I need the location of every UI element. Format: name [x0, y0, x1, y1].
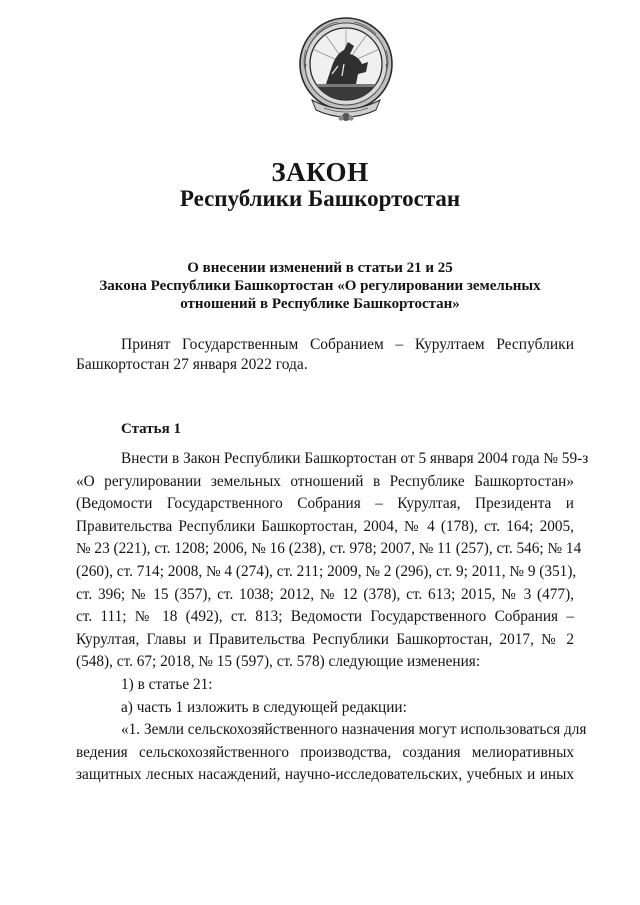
law-heading — [60, 259, 580, 313]
body-line: ведения сельскохозяйственного производства, создания мелиоративных — [76, 743, 574, 761]
law-title: ЗАКОН — [271, 157, 369, 187]
article-body — [76, 448, 589, 787]
body-line: «1. Земли сельскохозяйственного назначения могут использоваться для — [121, 721, 587, 739]
body-line: (548), ст. 67; 2018, № 15 (597), ст. 578) следующие изменения: — [76, 653, 481, 671]
body-line: Курултая, Главы и Правительства Республики Башкортостан, 2017, № 2 — [76, 630, 574, 648]
adoption-note — [76, 335, 574, 375]
heading-line: Закона Республики Башкортостан «О регулировании земельных — [99, 278, 541, 294]
body-line: защитных лесных насаждений, научно-исследовательских, учебных и иных — [76, 766, 574, 784]
law-subtitle: Республики Башкортостан — [179, 186, 461, 211]
body-line: (Ведомости Государственного Собрания – Курултая, Президента и — [76, 495, 574, 513]
body-line: 1) в статье 21: — [121, 675, 213, 693]
body-line: ст. 111; № 18 (492), ст. 813; Ведомости Государственного Собрания – — [76, 608, 574, 626]
body-line: (260), ст. 714; 2008, № 4 (274), ст. 211; 2009, № 2 (296), ст. 9; 2011, № 9 (351), — [76, 562, 577, 580]
bashkortostan-coat-of-arms-icon — [292, 14, 400, 126]
article-title: Статья 1 — [121, 421, 181, 437]
body-line: № 23 (221), ст. 1208; 2006, № 16 (238), ст. 978; 2007, № 11 (257), ст. 546; № 14 — [76, 540, 582, 558]
body-line: Правительства Республики Башкортостан, 2004, № 4 (178), ст. 164; 2005, — [76, 517, 574, 535]
adoption-line: Башкортостан 27 января 2022 года. — [76, 356, 308, 373]
heading-line: О внесении изменений в статьи 21 и 25 — [187, 260, 453, 276]
body-line: а) часть 1 изложить в следующей редакции: — [121, 698, 407, 716]
coat-of-arms-icon — [292, 14, 400, 126]
heading-line: отношений в Республике Башкортостан» — [180, 296, 460, 312]
body-line: «О регулировании земельных отношений в Республике Башкортостан» — [76, 472, 574, 490]
adoption-line: Принят Государственным Собранием – Курултаем Республики — [121, 336, 574, 353]
body-line: Внести в Закон Республики Башкортостан от 5 января 2004 года № 59-з — [121, 450, 589, 467]
body-line: ст. 396; № 15 (357), ст. 1038; 2012, № 12 (378), ст. 613; 2015, № 3 (477), — [76, 585, 574, 603]
